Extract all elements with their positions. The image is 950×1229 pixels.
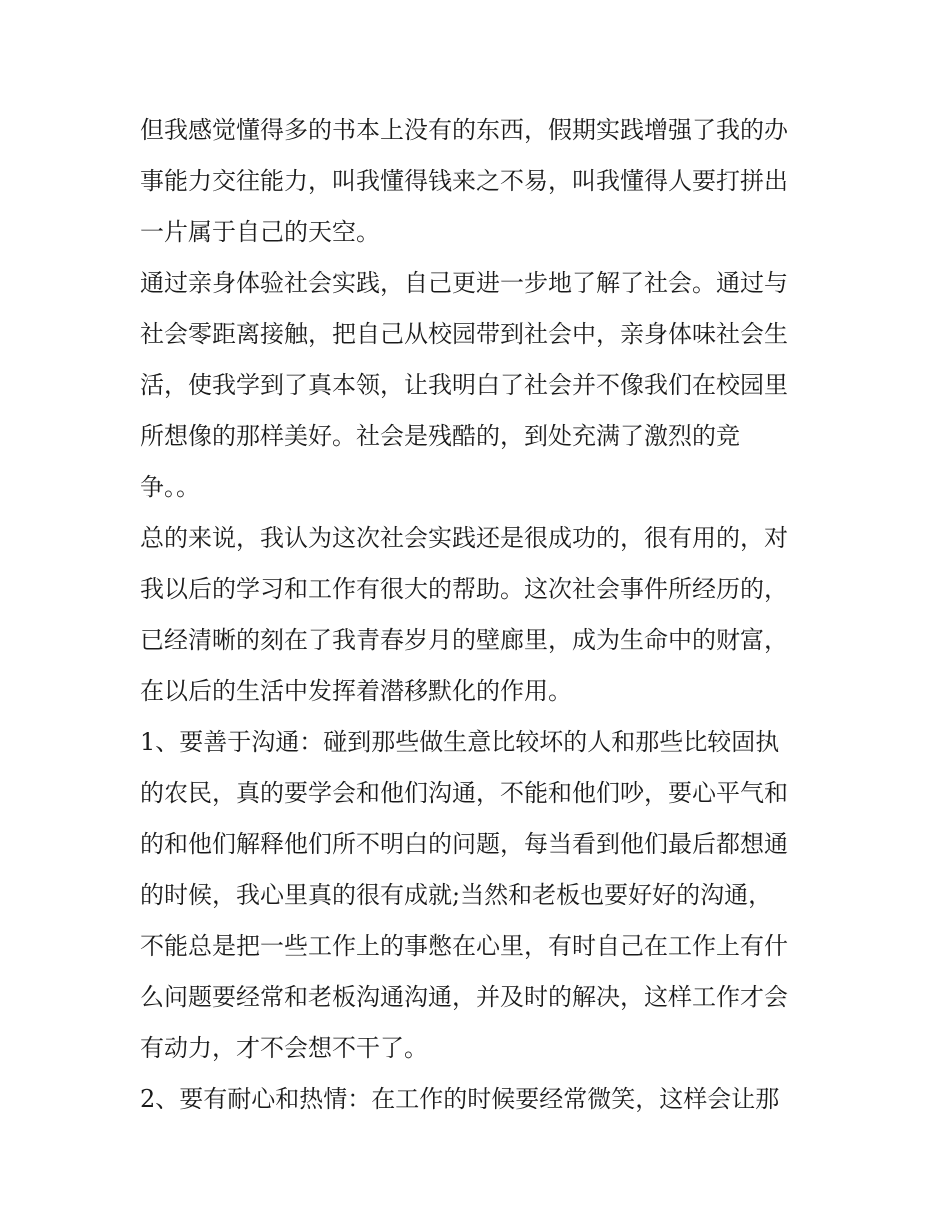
text-line: 我以后的学习和工作有很大的帮助。这次社会事件所经历的， (140, 575, 788, 603)
text-line: 的时候，我心里真的很有成就;当然和老板也要好好的沟通， (140, 881, 773, 909)
text-line: 1、要善于沟通：碰到那些做生意比较坏的人和那些比较固执 (140, 728, 780, 756)
text-line: 社会零距离接触，把自己从校园带到社会中，亲身体味社会生 (140, 320, 788, 348)
text-line: 通过亲身体验社会实践，自己更进一步地了解了社会。通过与 (140, 269, 788, 297)
text-line: 2、要有耐心和热情：在工作的时候要经常微笑，这样会让那 (140, 1085, 780, 1113)
text-line: 但我感觉懂得多的书本上没有的东西，假期实践增强了我的办 (140, 116, 788, 144)
text-line: 一片属于自己的天空。 (140, 218, 380, 246)
text-line: 争。。 (140, 473, 200, 501)
document-body (140, 105, 820, 1125)
text-line: 在以后的生活中发挥着潜移默化的作用。 (140, 677, 572, 705)
text-line: 总的来说，我认为这次社会实践还是很成功的，很有用的，对 (140, 524, 788, 552)
text-line: 有动力，才不会想不干了。 (140, 1034, 428, 1062)
text-line: 不能总是把一些工作上的事憋在心里，有时自己在工作上有什 (140, 932, 788, 960)
text-line: 么问题要经常和老板沟通沟通，并及时的解决，这样工作才会 (140, 983, 788, 1011)
text-line: 所想像的那样美好。社会是残酷的，到处充满了激烈的竞 (140, 422, 740, 450)
text-line: 已经清晰的刻在了我青春岁月的壁廊里，成为生命中的财富， (140, 626, 788, 654)
text-line: 的农民，真的要学会和他们沟通，不能和他们吵，要心平气和 (140, 779, 788, 807)
text-line: 活，使我学到了真本领，让我明白了社会并不像我们在校园里 (140, 371, 788, 399)
text-line: 的和他们解释他们所不明白的问题，每当看到他们最后都想通 (140, 830, 788, 858)
text-line: 事能力交往能力，叫我懂得钱来之不易，叫我懂得人要打拼出 (140, 167, 788, 195)
